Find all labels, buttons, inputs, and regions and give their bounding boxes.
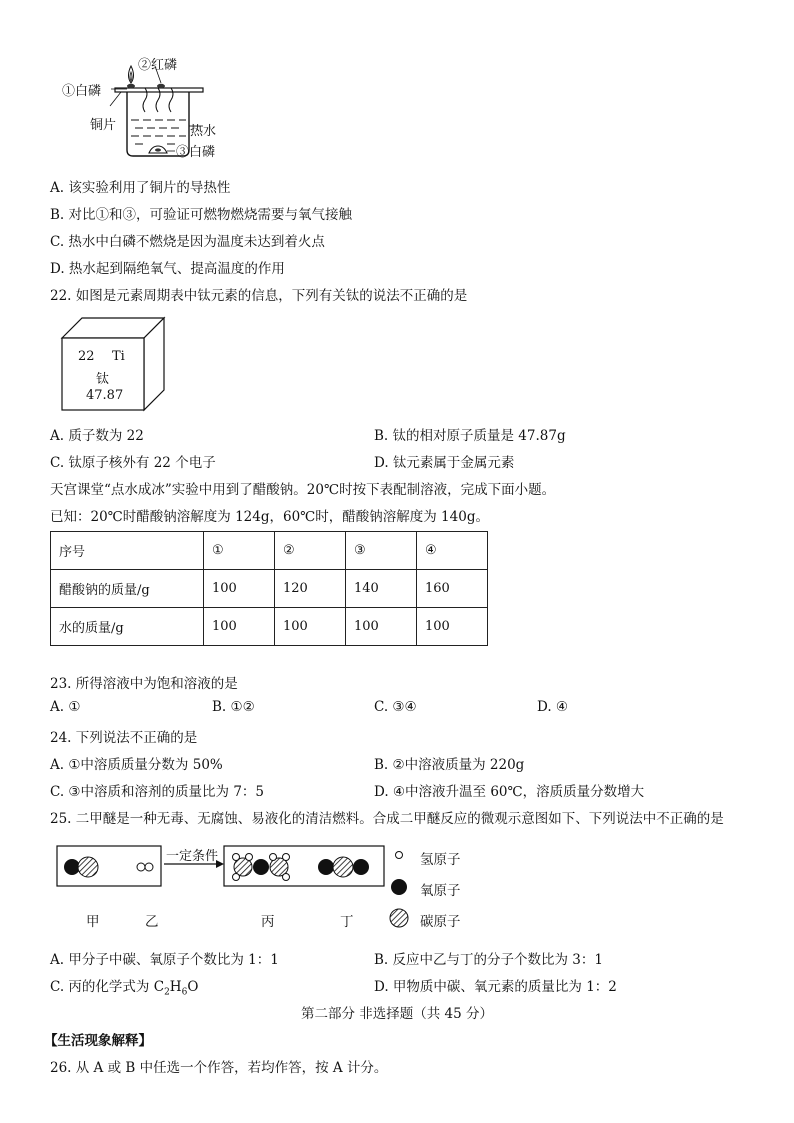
q23-option-d: D. ④ <box>537 699 569 715</box>
q21-option-c: C. 热水中白磷不燃烧是因为温度未达到着火点 <box>50 234 325 250</box>
table-cell: ④ <box>417 532 488 570</box>
q21-option-b: B. 对比①和③，可验证可燃物燃烧需要与氧气接触 <box>50 207 353 223</box>
table-cell: 100 <box>204 608 275 646</box>
q25-option-d: D. 甲物质中碳、氧元素的质量比为 1：2 <box>374 979 617 995</box>
q21-option-a: A. 该实验利用了铜片的导热性 <box>50 180 231 196</box>
element-name: 钛 <box>96 372 110 387</box>
legend-oxygen: 氧原子 <box>420 883 461 899</box>
table-cell: 100 <box>204 570 275 608</box>
q25-option-b: B. 反应中乙与丁的分子个数比为 3：1 <box>374 952 603 968</box>
label-yi: 乙 <box>145 914 159 930</box>
q25-option-c-prefix: C. 丙的化学式为 C <box>50 979 165 995</box>
reaction-condition: 一定条件 <box>166 849 219 864</box>
q25-option-c-suffix: O <box>187 979 199 995</box>
q23-option-b: B. ①② <box>212 699 255 715</box>
table-cell: 100 <box>275 608 346 646</box>
q24-option-a: A. ①中溶质质量分数为 50% <box>50 757 223 773</box>
q25-option-a: A. 甲分子中碳、氧原子个数比为 1：1 <box>50 952 279 968</box>
table-cell: 100 <box>417 608 488 646</box>
table-cell: ② <box>275 532 346 570</box>
table-cell: 100 <box>346 608 417 646</box>
q24-option-c: C. ③中溶质和溶剂的质量比为 7：5 <box>50 784 265 800</box>
table-cell: 160 <box>417 570 488 608</box>
label-copper-plate: 铜片 <box>90 118 117 133</box>
table-row <box>51 532 488 570</box>
q22-stem: 22. 如图是元素周期表中钛元素的信息，下列有关钛的说法不正确的是 <box>50 288 468 304</box>
table-cell: 醋酸钠的质量/g <box>51 570 204 608</box>
table-row <box>51 570 488 608</box>
label-white-phosphorus-3: ③白磷 <box>176 145 216 160</box>
label-bing: 丙 <box>261 914 275 930</box>
q23-option-a: A. ① <box>50 699 81 715</box>
label-ding: 丁 <box>340 914 354 930</box>
q25-option-c-mid: H <box>169 979 182 995</box>
element-number: 22 <box>78 349 95 364</box>
label-red-phosphorus: ②红磷 <box>138 58 178 73</box>
legend-carbon: 碳原子 <box>420 914 461 930</box>
q22-option-a: A. 质子数为 22 <box>50 428 144 444</box>
q23-stem: 23. 所得溶液中为饱和溶液的是 <box>50 676 238 692</box>
context-line-1: 天宫课堂“点水成冰”实验中用到了醋酸钠。20℃时按下表配制溶液，完成下面小题。 <box>50 482 556 498</box>
section-title: 【生活现象解释】 <box>44 1033 152 1049</box>
q25-option-c <box>50 975 198 998</box>
label-jia: 甲 <box>86 914 100 930</box>
q24-option-d: D. ④中溶液升温至 60℃，溶质质量分数增大 <box>374 784 645 800</box>
table-cell: 120 <box>275 570 346 608</box>
q24-stem: 24. 下列说法不正确的是 <box>50 730 198 746</box>
element-mass: 47.87 <box>86 388 124 403</box>
q22-option-d: D. 钛元素属于金属元素 <box>374 455 515 471</box>
table-cell: 140 <box>346 570 417 608</box>
q26-stem: 26. 从 A 或 B 中任选一个作答，若均作答，按 A 计分。 <box>50 1060 388 1076</box>
element-symbol: Ti <box>112 349 125 364</box>
table-cell: 水的质量/g <box>51 608 204 646</box>
q25-option-c-sub2: 6 <box>181 987 188 998</box>
solution-table <box>50 531 488 646</box>
legend-symbols <box>388 845 412 929</box>
q21-option-d: D. 热水起到隔绝氧气、提高温度的作用 <box>50 261 285 277</box>
label-hot-water: 热水 <box>190 124 217 139</box>
part2-title: 第二部分 非选择题（共 45 分） <box>300 1006 494 1022</box>
label-white-phosphorus-1: ①白磷 <box>62 84 102 99</box>
q24-option-b: B. ②中溶液质量为 220g <box>374 757 525 773</box>
table-cell: 序号 <box>51 532 204 570</box>
q23-option-c: C. ③④ <box>374 699 417 715</box>
q22-option-b: B. 钛的相对原子质量是 47.87g <box>374 428 566 444</box>
table-cell: ① <box>204 532 275 570</box>
q22-option-c: C. 钛原子核外有 22 个电子 <box>50 455 216 471</box>
table-cell: ③ <box>346 532 417 570</box>
context-line-2: 已知：20℃时醋酸钠溶解度为 124g，60℃时，醋酸钠溶解度为 140g。 <box>50 509 489 525</box>
legend-hydrogen: 氢原子 <box>420 852 461 868</box>
table-row <box>51 608 488 646</box>
reaction-diagram <box>56 838 386 894</box>
q25-stem: 25. 二甲醚是一种无毒、无腐蚀、易液化的清洁燃料。合成二甲醚反应的微观示意图如下、下列说法中不正确的是 <box>50 811 724 827</box>
q25-option-c-sub1: 2 <box>164 987 170 998</box>
